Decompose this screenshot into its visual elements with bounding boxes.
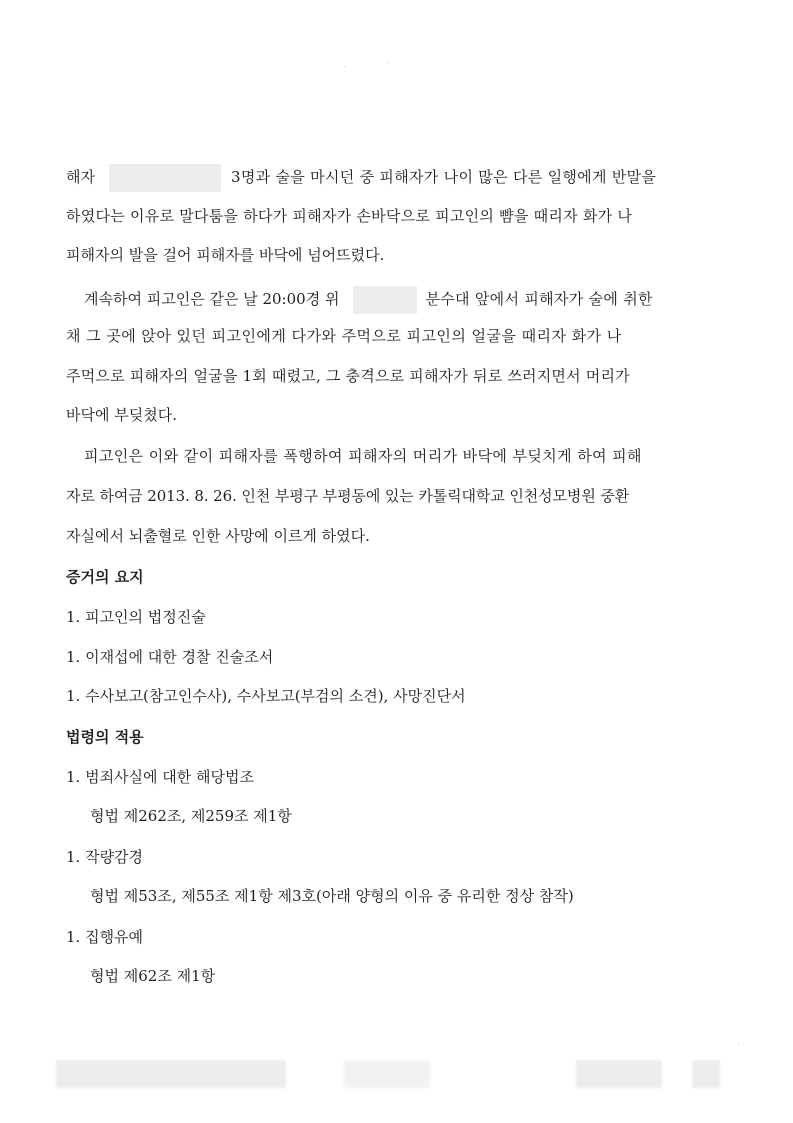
paragraph-2-line-1 — [84, 286, 720, 314]
paragraph-3-line-2: 자로 하여금 2013. 8. 26. 인천 부평구 부평동에 있는 카톨릭대학교 인천성모병원 중환 — [66, 487, 630, 505]
redacted-block — [353, 286, 417, 314]
redacted-block — [109, 164, 221, 192]
evidence-heading: 증거의 요지 — [66, 568, 144, 586]
scan-speck — [738, 1044, 739, 1045]
paragraph-2-line-2: 채 그 곳에 앉아 있던 피고인에게 다가와 주먹으로 피고인의 얼굴을 때리자 화가 나 — [66, 327, 622, 345]
law-heading: 법령의 적용 — [66, 728, 144, 746]
scan-speck — [344, 66, 345, 67]
law-item-3: 1. 집행유예 — [66, 928, 144, 946]
paragraph-3-line-3: 자실에서 뇌출혈로 인한 사망에 이르게 하였다. — [66, 527, 370, 545]
redacted-footer-right — [576, 1060, 662, 1088]
paragraph-2-line-4: 바닥에 부딪쳤다. — [66, 406, 177, 424]
text: 분수대 앞에서 피해자가 술에 취한 — [425, 290, 653, 308]
redacted-footer-page — [692, 1060, 720, 1088]
scan-speck — [388, 62, 389, 63]
paragraph-3-line-1: 피고인은 이와 같이 피해자를 폭행하여 피해자의 머리가 바닥에 부딪치게 하여 피해 — [84, 447, 642, 465]
text: 해자 — [66, 168, 95, 186]
text: 3명과 술을 마시던 중 피해자가 나이 많은 다른 일행에게 반말을 — [230, 168, 657, 186]
paragraph-1-line-1 — [66, 164, 720, 192]
evidence-item-3: 1. 수사보고(참고인수사), 수사보고(부검의 소견), 사망진단서 — [66, 687, 466, 705]
redacted-footer-left — [56, 1060, 286, 1088]
text: 계속하여 피고인은 같은 날 20:00경 위 — [84, 290, 340, 308]
paragraph-1-line-2: 하였다는 이유로 말다툼을 하다가 피해자가 손바닥으로 피고인의 뺨을 때리자 화가 나 — [66, 207, 633, 225]
law-item-2: 1. 작량감경 — [66, 848, 144, 866]
law-item-2-detail: 형법 제53조, 제55조 제1항 제3호(아래 양형의 이유 중 유리한 정상 참작) — [90, 887, 574, 905]
evidence-item-2: 1. 이재섭에 대한 경찰 진술조서 — [66, 648, 274, 666]
evidence-item-1: 1. 피고인의 법정진술 — [66, 608, 206, 626]
law-item-3-detail: 형법 제62조 제1항 — [90, 967, 216, 985]
law-item-1: 1. 범죄사실에 대한 해당법조 — [66, 768, 255, 786]
redacted-footer-center — [344, 1060, 430, 1088]
paragraph-1-line-3: 피해자의 발을 걸어 피해자를 바닥에 넘어뜨렸다. — [66, 246, 385, 264]
law-item-1-detail: 형법 제262조, 제259조 제1항 — [90, 807, 292, 825]
paragraph-2-line-3: 주먹으로 피해자의 얼굴을 1회 때렸고, 그 충격으로 피해자가 뒤로 쓰러지면서 머리가 — [66, 367, 630, 385]
